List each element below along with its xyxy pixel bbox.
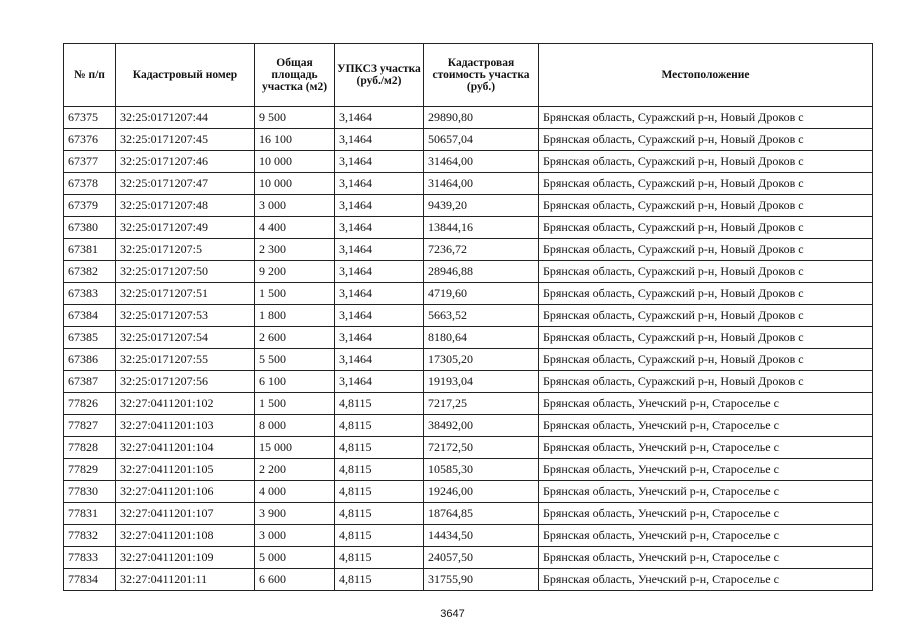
cell-location: Брянская область, Суражский р-н, Новый Дроков с — [539, 151, 873, 173]
cell-cadastral-number: 32:27:0411201:105 — [116, 459, 255, 481]
table-row — [64, 393, 873, 415]
cell-plot-area: 6 100 — [255, 371, 335, 393]
cell-row-number: 67387 — [64, 371, 116, 393]
table-row — [64, 195, 873, 217]
cell-specific-value: 3,1464 — [335, 371, 424, 393]
cell-row-number: 77827 — [64, 415, 116, 437]
header-plot-area: Общая площадь участка (м2) — [255, 44, 335, 107]
cell-plot-area: 3 000 — [255, 525, 335, 547]
cell-cadastral-value: 8180,64 — [424, 327, 539, 349]
cell-location: Брянская область, Суражский р-н, Новый Дроков с — [539, 305, 873, 327]
table-header-row — [64, 44, 873, 107]
table-row — [64, 261, 873, 283]
table-row — [64, 305, 873, 327]
cell-cadastral-number: 32:27:0411201:108 — [116, 525, 255, 547]
cell-row-number: 77830 — [64, 481, 116, 503]
table-row — [64, 437, 873, 459]
cell-plot-area: 5 500 — [255, 349, 335, 371]
table-row — [64, 129, 873, 151]
cell-location: Брянская область, Унечский р-н, Староселье с — [539, 503, 873, 525]
cell-plot-area: 2 600 — [255, 327, 335, 349]
cell-cadastral-number: 32:25:0171207:48 — [116, 195, 255, 217]
cell-specific-value: 3,1464 — [335, 305, 424, 327]
cell-location: Брянская область, Суражский р-н, Новый Дроков с — [539, 349, 873, 371]
cell-cadastral-value: 29890,80 — [424, 107, 539, 129]
cell-location: Брянская область, Суражский р-н, Новый Дроков с — [539, 239, 873, 261]
cell-location: Брянская область, Унечский р-н, Староселье с — [539, 459, 873, 481]
cell-cadastral-value: 31464,00 — [424, 151, 539, 173]
cell-cadastral-number: 32:25:0171207:46 — [116, 151, 255, 173]
cell-cadastral-value: 4719,60 — [424, 283, 539, 305]
cell-location: Брянская область, Суражский р-н, Новый Дроков с — [539, 217, 873, 239]
cadastral-value-table — [63, 43, 873, 591]
cell-row-number: 77832 — [64, 525, 116, 547]
cell-cadastral-value: 19246,00 — [424, 481, 539, 503]
cell-row-number: 67382 — [64, 261, 116, 283]
cell-row-number: 67383 — [64, 283, 116, 305]
cell-cadastral-number: 32:27:0411201:104 — [116, 437, 255, 459]
table-row — [64, 525, 873, 547]
cell-specific-value: 4,8115 — [335, 525, 424, 547]
cell-location: Брянская область, Суражский р-н, Новый Дроков с — [539, 129, 873, 151]
table-row — [64, 151, 873, 173]
table-row — [64, 327, 873, 349]
cell-location: Брянская область, Суражский р-н, Новый Дроков с — [539, 283, 873, 305]
cell-cadastral-number: 32:25:0171207:44 — [116, 107, 255, 129]
cell-cadastral-number: 32:27:0411201:106 — [116, 481, 255, 503]
cell-row-number: 67375 — [64, 107, 116, 129]
table-row — [64, 283, 873, 305]
cell-row-number: 67381 — [64, 239, 116, 261]
table-row — [64, 239, 873, 261]
cell-location: Брянская область, Унечский р-н, Староселье с — [539, 547, 873, 569]
cell-plot-area: 4 000 — [255, 481, 335, 503]
table-row — [64, 503, 873, 525]
cell-location: Брянская область, Унечский р-н, Староселье с — [539, 415, 873, 437]
cell-specific-value: 4,8115 — [335, 393, 424, 415]
cell-location: Брянская область, Суражский р-н, Новый Дроков с — [539, 327, 873, 349]
cell-row-number: 67379 — [64, 195, 116, 217]
table-row — [64, 349, 873, 371]
table-row — [64, 569, 873, 591]
cell-plot-area: 16 100 — [255, 129, 335, 151]
header-cadastral-number: Кадастровый номер — [116, 44, 255, 107]
header-specific-value: УПКСЗ участка (руб./м2) — [335, 44, 424, 107]
cell-row-number: 67376 — [64, 129, 116, 151]
cell-specific-value: 3,1464 — [335, 107, 424, 129]
cell-cadastral-number: 32:25:0171207:49 — [116, 217, 255, 239]
cell-plot-area: 10 000 — [255, 173, 335, 195]
header-row-number: № п/п — [64, 44, 116, 107]
cell-location: Брянская область, Унечский р-н, Староселье с — [539, 481, 873, 503]
cell-cadastral-value: 72172,50 — [424, 437, 539, 459]
table-row — [64, 371, 873, 393]
cell-plot-area: 2 300 — [255, 239, 335, 261]
table-row — [64, 547, 873, 569]
cell-cadastral-value: 31755,90 — [424, 569, 539, 591]
cell-row-number: 77826 — [64, 393, 116, 415]
cell-cadastral-value: 19193,04 — [424, 371, 539, 393]
cell-cadastral-number: 32:25:0171207:55 — [116, 349, 255, 371]
cell-plot-area: 2 200 — [255, 459, 335, 481]
cell-location: Брянская область, Унечский р-н, Староселье с — [539, 393, 873, 415]
cell-row-number: 77828 — [64, 437, 116, 459]
cell-specific-value: 3,1464 — [335, 129, 424, 151]
cell-plot-area: 15 000 — [255, 437, 335, 459]
cell-specific-value: 3,1464 — [335, 261, 424, 283]
cell-cadastral-number: 32:27:0411201:107 — [116, 503, 255, 525]
cell-cadastral-value: 38492,00 — [424, 415, 539, 437]
cell-cadastral-number: 32:27:0411201:102 — [116, 393, 255, 415]
cell-specific-value: 3,1464 — [335, 173, 424, 195]
table-row — [64, 173, 873, 195]
cell-specific-value: 4,8115 — [335, 459, 424, 481]
cell-location: Брянская область, Суражский р-н, Новый Дроков с — [539, 195, 873, 217]
cell-row-number: 77834 — [64, 569, 116, 591]
cell-cadastral-number: 32:25:0171207:47 — [116, 173, 255, 195]
cell-specific-value: 3,1464 — [335, 349, 424, 371]
cell-row-number: 67384 — [64, 305, 116, 327]
cell-cadastral-value: 5663,52 — [424, 305, 539, 327]
cell-specific-value: 3,1464 — [335, 195, 424, 217]
cell-specific-value: 3,1464 — [335, 151, 424, 173]
cell-cadastral-value: 13844,16 — [424, 217, 539, 239]
cell-specific-value: 4,8115 — [335, 547, 424, 569]
table-body — [64, 107, 873, 591]
cell-plot-area: 1 800 — [255, 305, 335, 327]
header-location: Местоположение — [539, 44, 873, 107]
cell-location: Брянская область, Унечский р-н, Староселье с — [539, 437, 873, 459]
cell-plot-area: 3 900 — [255, 503, 335, 525]
cell-plot-area: 4 400 — [255, 217, 335, 239]
cell-specific-value: 4,8115 — [335, 569, 424, 591]
cell-specific-value: 4,8115 — [335, 415, 424, 437]
cell-row-number: 77831 — [64, 503, 116, 525]
cell-row-number: 67380 — [64, 217, 116, 239]
cell-cadastral-number: 32:27:0411201:11 — [116, 569, 255, 591]
cell-plot-area: 3 000 — [255, 195, 335, 217]
cell-cadastral-number: 32:25:0171207:54 — [116, 327, 255, 349]
cell-cadastral-number: 32:27:0411201:109 — [116, 547, 255, 569]
cell-location: Брянская область, Унечский р-н, Староселье с — [539, 525, 873, 547]
cell-cadastral-value: 14434,50 — [424, 525, 539, 547]
cell-row-number: 67385 — [64, 327, 116, 349]
cell-specific-value: 4,8115 — [335, 437, 424, 459]
cell-specific-value: 3,1464 — [335, 283, 424, 305]
table-row — [64, 217, 873, 239]
cell-cadastral-number: 32:27:0411201:103 — [116, 415, 255, 437]
cell-location: Брянская область, Суражский р-н, Новый Дроков с — [539, 107, 873, 129]
cell-cadastral-value: 18764,85 — [424, 503, 539, 525]
cell-specific-value: 4,8115 — [335, 481, 424, 503]
cell-cadastral-value: 10585,30 — [424, 459, 539, 481]
cell-location: Брянская область, Суражский р-н, Новый Дроков с — [539, 371, 873, 393]
table-row — [64, 107, 873, 129]
cell-plot-area: 10 000 — [255, 151, 335, 173]
cell-plot-area: 1 500 — [255, 393, 335, 415]
cell-location: Брянская область, Суражский р-н, Новый Дроков с — [539, 261, 873, 283]
cell-cadastral-number: 32:25:0171207:53 — [116, 305, 255, 327]
page-number: 3647 — [440, 608, 465, 620]
table-row — [64, 481, 873, 503]
cell-cadastral-value: 7236,72 — [424, 239, 539, 261]
cell-specific-value: 3,1464 — [335, 327, 424, 349]
cell-location: Брянская область, Унечский р-н, Староселье с — [539, 569, 873, 591]
cell-row-number: 67386 — [64, 349, 116, 371]
cell-row-number: 67377 — [64, 151, 116, 173]
cell-cadastral-value: 24057,50 — [424, 547, 539, 569]
cell-row-number: 77829 — [64, 459, 116, 481]
cell-specific-value: 3,1464 — [335, 217, 424, 239]
cell-cadastral-number: 32:25:0171207:56 — [116, 371, 255, 393]
cell-plot-area: 1 500 — [255, 283, 335, 305]
header-cadastral-value: Кадастровая стоимость участка (руб.) — [424, 44, 539, 107]
cell-specific-value: 3,1464 — [335, 239, 424, 261]
cell-plot-area: 9 500 — [255, 107, 335, 129]
cell-plot-area: 8 000 — [255, 415, 335, 437]
cell-plot-area: 5 000 — [255, 547, 335, 569]
cell-plot-area: 9 200 — [255, 261, 335, 283]
cell-row-number: 67378 — [64, 173, 116, 195]
cell-cadastral-number: 32:25:0171207:50 — [116, 261, 255, 283]
cell-cadastral-value: 28946,88 — [424, 261, 539, 283]
cell-cadastral-value: 50657,04 — [424, 129, 539, 151]
cell-cadastral-number: 32:25:0171207:45 — [116, 129, 255, 151]
cell-cadastral-value: 31464,00 — [424, 173, 539, 195]
cell-cadastral-value: 7217,25 — [424, 393, 539, 415]
table-row — [64, 459, 873, 481]
cell-plot-area: 6 600 — [255, 569, 335, 591]
cell-cadastral-number: 32:25:0171207:5 — [116, 239, 255, 261]
cell-cadastral-value: 9439,20 — [424, 195, 539, 217]
cell-specific-value: 4,8115 — [335, 503, 424, 525]
cell-location: Брянская область, Суражский р-н, Новый Дроков с — [539, 173, 873, 195]
cell-cadastral-number: 32:25:0171207:51 — [116, 283, 255, 305]
table-row — [64, 415, 873, 437]
cell-row-number: 77833 — [64, 547, 116, 569]
cell-cadastral-value: 17305,20 — [424, 349, 539, 371]
